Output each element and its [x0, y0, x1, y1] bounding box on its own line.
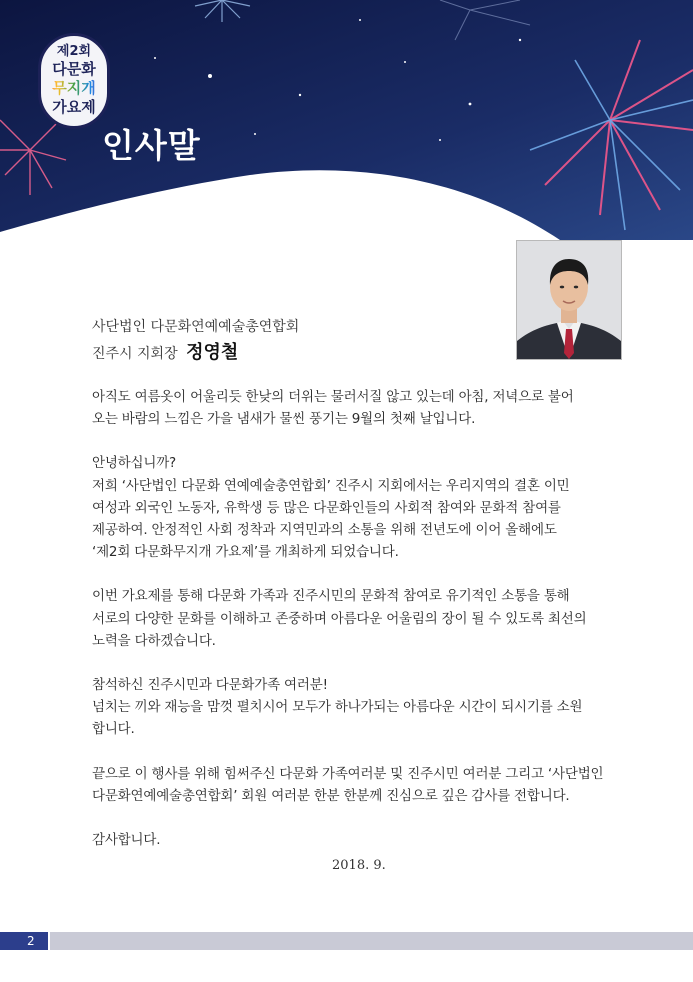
footer-rule — [50, 932, 693, 950]
text-line: 오는 바람의 느낌은 가을 냄새가 물씬 풍기는 9월의 첫째 날입니다. — [92, 411, 476, 428]
sender-title-line — [92, 338, 299, 369]
text-line: 이번 가요제를 통해 다문화 가족과 진주시민의 문화적 참여로 유기적인 소통을 통해 — [92, 588, 570, 605]
text-line: 합니다. — [92, 721, 135, 738]
text-line: 넘치는 끼와 재능을 맘껏 펼치시어 모두가 하나가되는 아름다운 시간이 되시기를 소원 — [92, 699, 583, 716]
festival-logo — [38, 33, 110, 129]
greeting-body — [92, 386, 632, 873]
portrait-illustration — [517, 241, 621, 359]
logo-edition: 제2회 — [56, 44, 92, 59]
paragraph-thanks — [92, 763, 632, 807]
text-line: 서로의 다양한 문화를 이해하고 존중하며 아름다운 어울림의 장이 될 수 있도록 최선의 — [92, 610, 587, 627]
paragraph-purpose — [92, 452, 632, 563]
footer-bar — [0, 932, 693, 950]
text-line: 안녕하십니까? — [92, 455, 177, 472]
text-line: 다문화연예예술총연합회’ 회원 여러분 한분 한분께 진심으로 깊은 감사를 전합니다. — [92, 787, 570, 804]
text-line: 저희 ‘사단법인 다문화 연예예술총연합회’ 진주시 지회에서는 우리지역의 결혼 이민 — [92, 477, 570, 494]
sender-organization: 사단법인 다문화연예예술총연합회 — [92, 319, 300, 335]
portrait-photo — [516, 240, 622, 360]
text-line: 아직도 여름옷이 어울리듯 한낮의 더위는 물러서질 않고 있는데 아침, 저녁으로 불어 — [92, 389, 574, 405]
text-line: 노력을 다하겠습니다. — [92, 632, 216, 649]
text-line: 감사합니다. — [92, 832, 161, 849]
text-line: 제공하여. 안정적인 사회 정착과 지역민과의 소통을 위해 전년도에 이어 올해에도 — [92, 522, 557, 539]
text-line: 참석하신 진주시민과 다문화가족 여러분! — [92, 677, 328, 694]
paragraph-closing — [92, 829, 632, 851]
paragraph-commitment — [92, 585, 632, 652]
sender-name: 정영철 — [186, 342, 239, 363]
page-title: 인사말 — [102, 126, 201, 165]
logo-line-rainbow: 무지개 — [41, 79, 107, 98]
text-line: 끝으로 이 행사를 위해 힘써주신 다문화 가족여러분 및 진주시민 여러분 그리고 ‘사단법인 — [92, 765, 604, 782]
sender-block — [92, 316, 299, 369]
sender-position: 진주시 지회장 — [92, 346, 178, 362]
text-line: ‘제2회 다문화무지개 가요제’를 개최하게 되었습니다. — [92, 544, 399, 561]
paragraph-welcome — [92, 674, 632, 741]
letter-date: 2018. 9. — [332, 858, 386, 873]
page-number: 2 — [0, 932, 48, 950]
text-line: 여성과 외국인 노동자, 유학생 등 많은 다문화인들의 사회적 참여와 문화적 참여를 — [92, 499, 561, 516]
paragraph-intro — [92, 386, 632, 430]
logo-line-multicultural: 다문화 — [52, 60, 96, 78]
logo-line-song-festival: 가요제 — [52, 98, 96, 116]
